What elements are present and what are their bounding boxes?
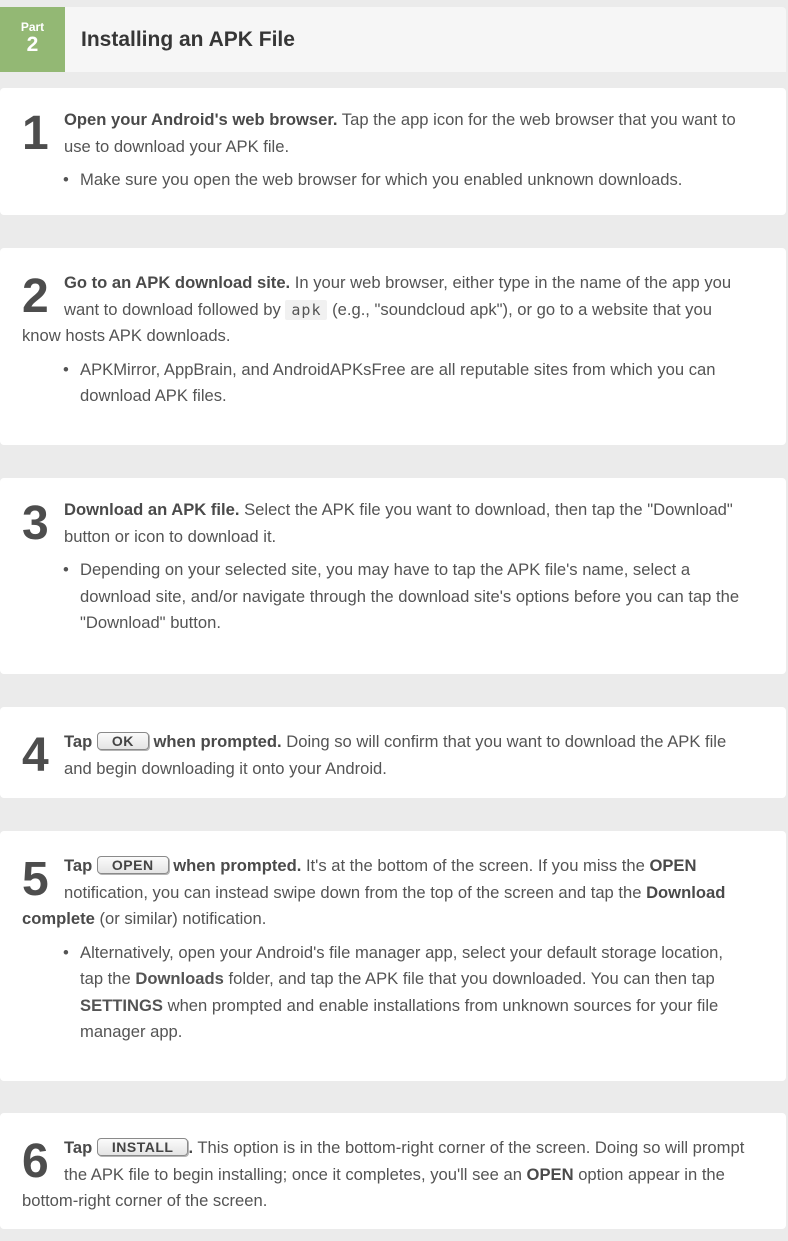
step-title: Download an APK file. xyxy=(64,500,240,519)
bullet-item: • APKMirror, AppBrain, and AndroidAPKsFree are all reputable sites from which you can download APK files. xyxy=(80,357,746,410)
step-number: 2 xyxy=(22,270,48,323)
part-header xyxy=(0,7,786,72)
step-text: Tap INSTALL . This option is in the bottom-right corner of the screen. Doing so will prompt the APK file to begin installing; once it completes, you'll see an OPEN option appear in the bottom-right corner of the screen. xyxy=(22,1138,745,1210)
install-button: INSTALL xyxy=(97,1138,189,1156)
part-label: Part xyxy=(20,20,45,34)
step-title: Tap OPEN when prompted. xyxy=(64,856,302,875)
step-number: 1 xyxy=(22,107,48,160)
step-5-card xyxy=(0,831,786,1081)
step-title: Tap INSTALL . xyxy=(64,1138,194,1157)
step-3-card xyxy=(0,478,786,674)
ok-button: OK xyxy=(97,732,149,750)
step-6-card xyxy=(0,1113,786,1229)
step-text: Go to an APK download site. In your web browser, either type in the name of the app you want to download followed by apk (e.g., "soundcloud apk"), or go to a website that you know hosts APK downloads. xyxy=(22,273,732,345)
step-2-card xyxy=(0,248,786,445)
step-number: 6 xyxy=(22,1135,48,1188)
step-title: Open your Android's web browser. xyxy=(64,110,338,129)
step-text: Download an APK file. Select the APK file you want to download, then tap the "Download" button or icon to download it. xyxy=(64,500,733,546)
step-bullets xyxy=(22,557,746,637)
step-text: Tap OK when prompted. Doing so will confirm that you want to download the APK file and begin downloading it onto your Android. xyxy=(64,732,727,778)
step-4-card xyxy=(0,707,786,798)
step-text: Tap OPEN when prompted. It's at the bottom of the screen. If you miss the OPEN notification, you can instead swipe down from the top of the screen and tap the Download complete (or similar) notification. xyxy=(22,856,726,928)
bullet-item: • Depending on your selected site, you may have to tap the APK file's name, select a download site, and/or navigate through the download site's options before you can tap the "Download" button. xyxy=(80,557,746,637)
part-badge xyxy=(0,7,65,72)
step-bullets xyxy=(22,940,746,1046)
step-number: 5 xyxy=(22,853,48,906)
step-title: Tap OK when prompted. xyxy=(64,732,282,751)
bullet-item: • Alternatively, open your Android's file manager app, select your default storage location, tap the Downloads folder, and tap the APK file that you downloaded. You can then tap SETTINGS when prompted and enable installations from unknown sources for your file manager app. xyxy=(80,940,746,1046)
step-text: Open your Android's web browser. Tap the app icon for the web browser that you want to use to download your APK file. xyxy=(64,110,736,156)
part-title: Installing an APK File xyxy=(81,28,295,51)
bullet-item: • Make sure you open the web browser for which you enabled unknown downloads. xyxy=(80,167,746,194)
step-number: 4 xyxy=(22,729,48,782)
step-bullets xyxy=(22,357,746,410)
part-number: 2 xyxy=(26,33,39,56)
step-number: 3 xyxy=(22,497,48,550)
step-bullets xyxy=(22,167,746,194)
code-snippet: apk xyxy=(285,300,327,320)
open-button: OPEN xyxy=(97,856,169,874)
step-1-card xyxy=(0,88,786,215)
step-title: Go to an APK download site. xyxy=(64,273,291,292)
